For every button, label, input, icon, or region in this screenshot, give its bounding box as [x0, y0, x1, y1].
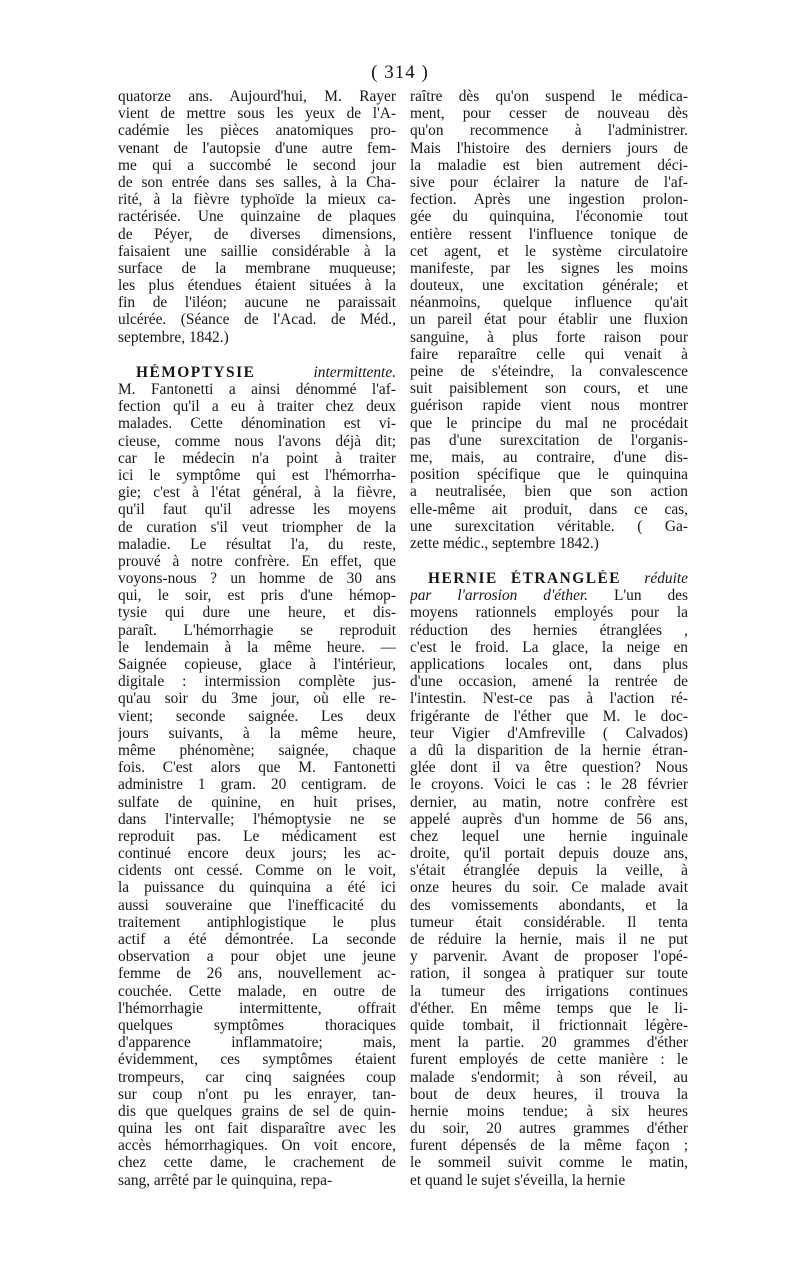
text-line: continué encore deux jours; les ac-	[118, 845, 396, 863]
text-line: douteux, une excitation générale; et	[410, 277, 688, 295]
text-line: me qui a succombé le second jour	[118, 156, 396, 174]
text-line: quina les ont fait disparaître avec les	[118, 1120, 396, 1138]
text-line: s'était étranglée depuis la veille, à	[410, 862, 688, 880]
text-line: bout de deux heures, il trouva la	[410, 1085, 688, 1103]
text-line: raître dès qu'on suspend le médica-	[410, 88, 688, 105]
text-line: faire reparaître celle qui venait à	[410, 345, 688, 363]
text-line: droite, qu'il portait depuis douze ans,	[410, 845, 688, 863]
text-line: femme de 26 ans, nouvellement ac-	[118, 965, 396, 983]
left-paragraph-2	[118, 381, 396, 1189]
section-subtitle: réduite	[644, 570, 688, 588]
right-column	[410, 88, 688, 1189]
text-line: a dû la disparition de la hernie étran-	[410, 741, 688, 759]
text-line: l'hémorrhagie intermittente, offrait	[118, 999, 396, 1017]
text-line: couchée. Cette malade, en outre de	[118, 982, 396, 1000]
text-line: qu'au soir du 3me jour, où elle re-	[118, 690, 396, 708]
page-number: ( 314 )	[371, 62, 429, 83]
text-line: rité, à la fièvre typhoïde la mieux ca-	[118, 191, 396, 209]
text-line: vient; seconde saignée. Les deux	[118, 707, 396, 725]
section-title-hernie	[410, 570, 688, 587]
text-line: traitement antiphlogistique le plus	[118, 913, 396, 931]
text-line: hernie moins tendue; à six heures	[410, 1102, 688, 1120]
text-line: la puissance du quinquina a été ici	[118, 879, 396, 897]
text-line: qui, le soir, est pris d'une hémop-	[118, 587, 396, 605]
text-line: ment, pour cesser de nouveau dès	[410, 105, 688, 123]
text-line: cieuse, comme nous l'avons déjà dit;	[118, 432, 396, 450]
text-line: actif a été démontrée. La seconde	[118, 931, 396, 948]
text-line: fin de l'iléon; aucune ne paraissait	[118, 294, 396, 312]
text-line: surface de la membrane muqueuse;	[118, 259, 396, 277]
text-line: même phénomène; saignée, chaque	[118, 741, 396, 759]
text-line: une surexcitation véritable. ( Ga-	[410, 517, 688, 535]
text-line: néanmoins, quelque influence qu'ait	[410, 294, 688, 312]
text-line: cet agent, et le système circulatoire	[410, 242, 688, 260]
text-line: faisaient une saillie considérable à la	[118, 242, 396, 260]
text-line: un pareil état pour établir une fluxion	[410, 311, 688, 329]
text-line: appelé auprès d'un homme de 56 ans,	[410, 810, 688, 828]
text-line: sive pour éclairer la nature de l'af-	[410, 173, 688, 191]
text-line: manifeste, par les signes les moins	[410, 259, 688, 277]
text-line: peine de s'éteindre, la convalescence	[410, 363, 688, 380]
text-line: septembre, 1842.)	[118, 328, 229, 346]
title-rest-part: L'un des	[588, 587, 688, 605]
text-line: vient de mettre sous les yeux de l'A-	[118, 105, 396, 123]
text-line: chez lequel une hernie inguinale	[410, 827, 688, 845]
text-line: le lendemain à la même heure. —	[118, 638, 396, 656]
left-column	[118, 88, 396, 1189]
text-line: cidents ont cessé. Comme on le voit,	[118, 862, 396, 880]
text-line: jours suivants, à la même heure,	[118, 724, 396, 742]
text-line: ici le symptôme qui est l'hémorrha-	[118, 466, 396, 484]
text-line: sang, arrêté par le quinquina, repa-	[118, 1171, 333, 1189]
section-title: HERNIE ÉTRANGLÉE	[428, 570, 622, 588]
text-line: du soir, 20 autres grammes d'éther	[410, 1120, 688, 1138]
text-line: entière ressent l'influence tonique de	[410, 225, 688, 243]
text-line: la tumeur des irrigations continues	[410, 982, 688, 1000]
text-line: ration, il songea à pratiquer sur toute	[410, 965, 688, 983]
text-line: dans l'intervalle; l'hémoptysie ne se	[118, 810, 396, 828]
text-line: d'éther. En même temps que le li-	[410, 999, 688, 1017]
text-line: furent dépensés de la même façon ;	[410, 1137, 688, 1155]
text-line: qu'il faut qu'il adresse les moyens	[118, 501, 396, 519]
text-line: Mais l'histoire des derniers jours de	[410, 139, 688, 157]
section-subtitle: intermittente.	[313, 363, 396, 381]
text-line: aussi souveraine que l'inefficacité du	[118, 896, 396, 914]
text-line: dernier, au matin, notre confrère est	[410, 793, 688, 811]
text-line: les plus étendues étaient situées à la	[118, 277, 396, 295]
text-line: Saignée copieuse, glace à l'intérieur,	[118, 656, 396, 673]
text-line: gée du quinquina, l'économie tout	[410, 208, 688, 226]
text-line: le croyons. Voici le cas : le 28 février	[410, 776, 688, 794]
text-line: zette médic., septembre 1842.)	[410, 534, 599, 552]
text-line: fection qu'il a eu à traiter chez deux	[118, 398, 396, 416]
text-line: ractérisée. Une quinzaine de plaques	[118, 208, 396, 226]
text-line: furent employés de cette manière : le	[410, 1051, 688, 1069]
text-line: quide tombait, il frictionnait légère-	[410, 1016, 688, 1034]
text-line: observation a pour objet une jeune	[118, 948, 396, 966]
text-line: teur Vigier d'Amfreville ( Calvados)	[410, 724, 688, 742]
text-line: administre 1 gram. 20 centigram. de	[118, 776, 396, 794]
text-line: guérison rapide vient nous montrer	[410, 397, 688, 415]
text-line: suit paisiblement son cours, et une	[410, 380, 688, 398]
text-line: et quand le sujet s'éveilla, la hernie	[410, 1171, 626, 1189]
text-line: réduction des hernies étranglées ,	[410, 621, 688, 639]
text-line: elle-même ait produit, dans ce cas,	[410, 500, 688, 518]
right-paragraph-2	[410, 604, 688, 1188]
text-line: quatorze ans. Aujourd'hui, M. Rayer	[118, 88, 396, 105]
text-line: de Péyer, de diverses dimensions,	[118, 225, 396, 243]
title-italic-part: par l'arrosion d'éther.	[410, 587, 589, 605]
text-line: digitale : intermission complète jus-	[118, 673, 396, 691]
text-line: trompeurs, car cinq saignées coup	[118, 1068, 396, 1086]
right-paragraph-1	[410, 88, 688, 552]
text-line: c'est le froid. La glace, la neige en	[410, 638, 688, 656]
text-line: l'intestin. N'est-ce pas à l'action ré-	[410, 690, 688, 708]
text-line: chez cette dame, le crachement de	[118, 1154, 396, 1172]
left-paragraph-1	[118, 88, 396, 346]
text-line: dis que quelques grains de sel de quin-	[118, 1102, 396, 1120]
text-line: de réduire la hernie, mais il ne put	[410, 931, 688, 948]
text-line: pas d'une surexcitation de l'organis-	[410, 431, 688, 449]
text-line: reproduit pas. Le médicament est	[118, 827, 396, 845]
section-title-line-2	[410, 587, 688, 604]
text-line: tumeur était considérable. Il tenta	[410, 913, 688, 931]
text-line: moyens rationnels employés pour la	[410, 604, 688, 622]
text-line: sur coup n'ont pu les enrayer, tan-	[118, 1085, 396, 1103]
text-line: position spécifique que le quinquina	[410, 466, 688, 484]
text-line: venant de l'autopsie d'une autre fem-	[118, 139, 396, 157]
text-line: de curation s'il veut triompher de la	[118, 518, 396, 536]
section-title: HÉMOPTYSIE	[136, 363, 256, 381]
text-line: prouvé à notre confrère. En effet, que	[118, 552, 396, 570]
text-line: y parvenir. Avant de proposer l'opé-	[410, 948, 688, 966]
text-line: fection. Après une ingestion prolon-	[410, 191, 688, 209]
text-line: gie; c'est à l'état général, à la fièvre,	[118, 484, 396, 502]
text-line: paraît. L'hémorrhagie se reproduit	[118, 621, 396, 639]
text-line: applications locales ont, dans plus	[410, 656, 688, 673]
text-line: qu'on recommence à l'administrer.	[410, 122, 688, 140]
text-line: ulcérée. (Séance de l'Acad. de Méd.,	[118, 311, 396, 329]
text-line: ment la partie. 20 grammes d'éther	[410, 1034, 688, 1052]
text-line: évidemment, ces symptômes étaient	[118, 1051, 396, 1069]
text-line: maladie. Le résultat l'a, du reste,	[118, 535, 396, 553]
text-line: que le principe du mal ne procédait	[410, 414, 688, 432]
text-line: d'une occasion, amené la rentrée de	[410, 673, 688, 691]
section-title-hemoptysie	[118, 364, 396, 381]
text-line: onze heures du soir. Ce malade avait	[410, 879, 688, 897]
text-line: sanguine, à plus forte raison pour	[410, 328, 688, 346]
text-line: tysie qui dure une heure, et dis-	[118, 604, 396, 622]
text-line: accès hémorrhagiques. On voit encore,	[118, 1137, 396, 1155]
text-line: a neutralisée, bien que son action	[410, 483, 688, 501]
text-line: la maladie est bien autrement déci-	[410, 156, 688, 174]
text-line: sulfate de quinine, en huit prises,	[118, 793, 396, 811]
text-line: cadémie les pièces anatomiques pro-	[118, 122, 396, 140]
text-line: des vomissements abondants, et la	[410, 896, 688, 914]
text-line: malades. Cette dénomination est vi-	[118, 415, 396, 433]
text-line: d'apparence inflammatoire; mais,	[118, 1034, 396, 1052]
text-line: glée dont il va être question? Nous	[410, 759, 688, 777]
text-line: fois. C'est alors que M. Fantonetti	[118, 759, 396, 777]
text-line: me, mais, au contraire, d'une dis-	[410, 448, 688, 466]
text-line: frigérante de l'éther que M. le doc-	[410, 707, 688, 725]
text-line: le sommeil suivit comme le matin,	[410, 1154, 688, 1172]
text-line: quelques symptômes thoraciques	[118, 1016, 396, 1034]
text-line: car le médecin n'a point à traiter	[118, 449, 396, 467]
text-line: malade s'endormit; à son réveil, au	[410, 1068, 688, 1086]
text-line: voyons-nous ? un homme de 30 ans	[118, 570, 396, 588]
text-line: de son entrée dans ses salles, à la Cha-	[118, 173, 396, 191]
text-line: M. Fantonetti a ainsi dénommé l'af-	[118, 381, 396, 398]
